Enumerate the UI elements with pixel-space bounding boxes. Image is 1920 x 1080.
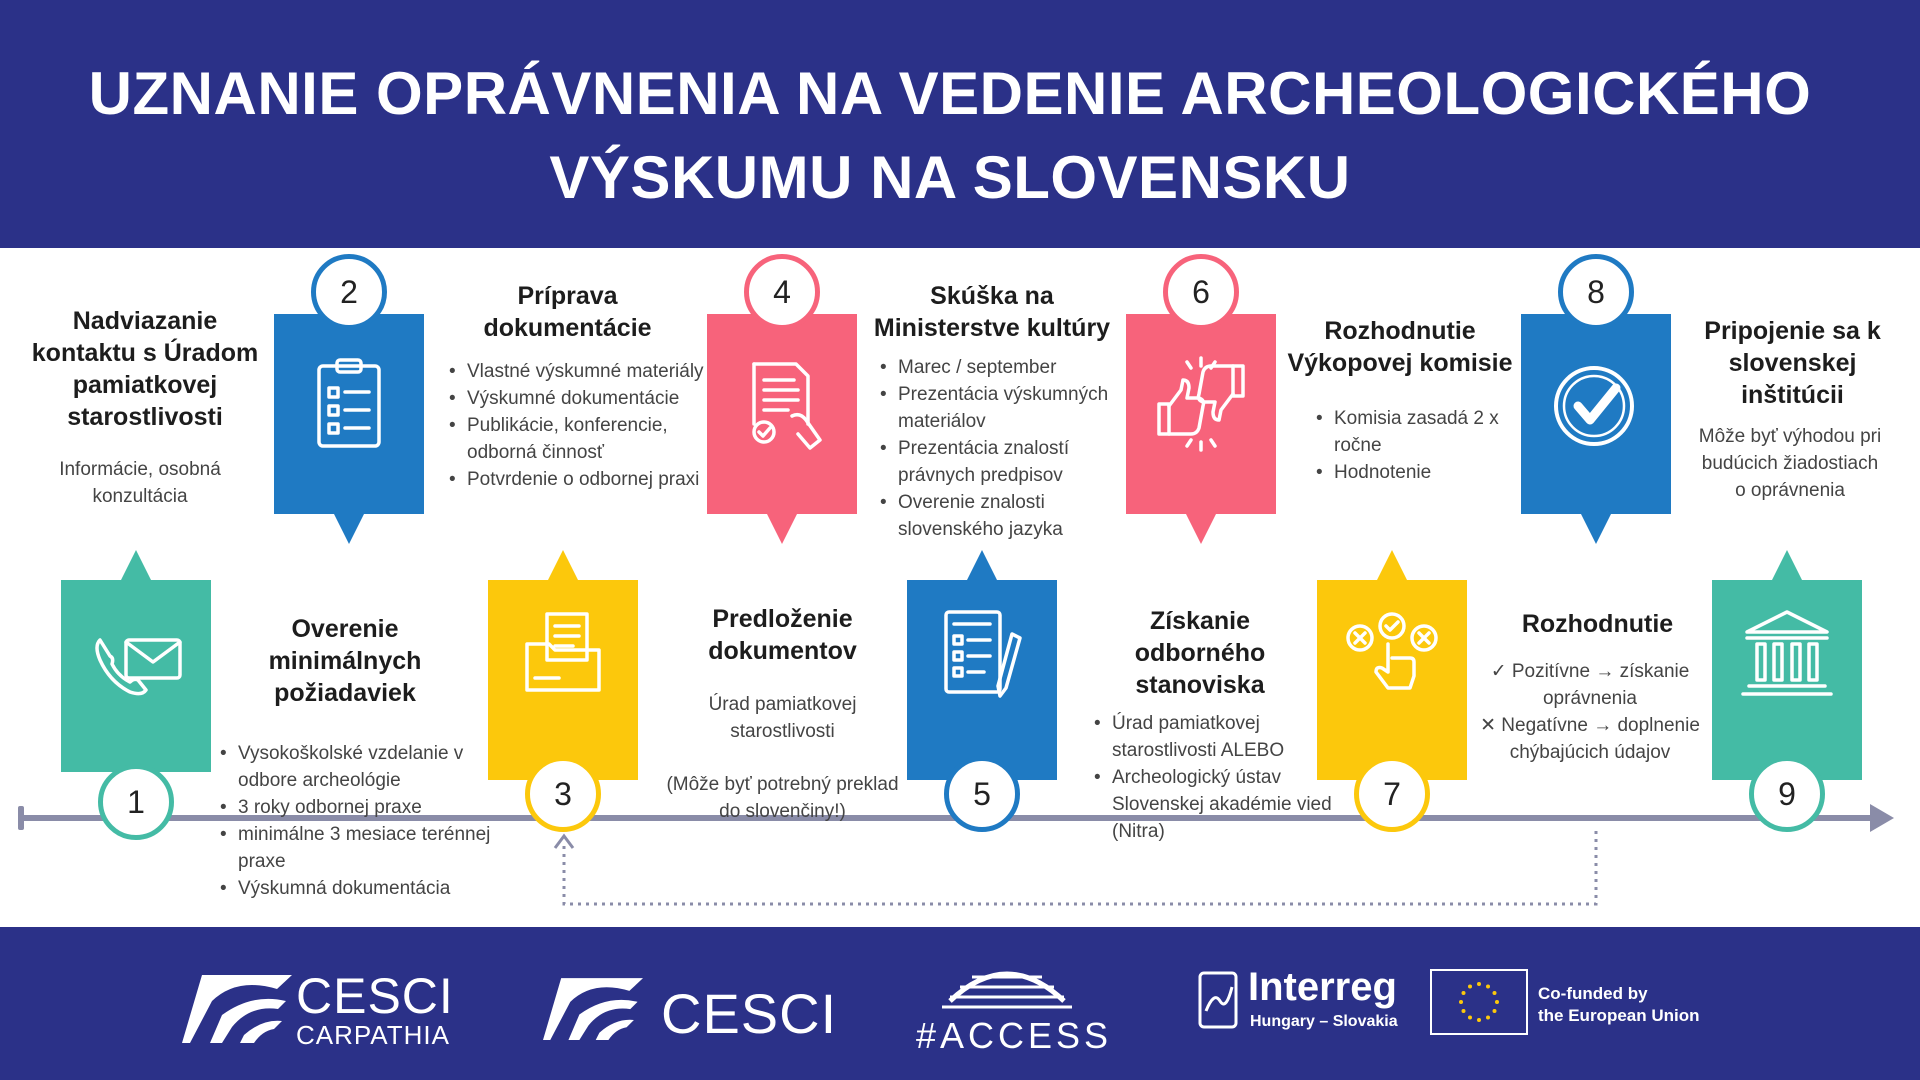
list-item: • Potvrdenie o odbornej praxi <box>445 466 715 493</box>
cesci-carpathia-subtitle: CARPATHIA <box>296 1020 450 1050</box>
access-wordmark: #ACCESS <box>916 1015 1113 1056</box>
list-item: • Overenie znalosti slovenského jazyka <box>876 489 1126 543</box>
cesci-carpathia-wordmark: CESCI <box>296 968 454 1024</box>
phone-mail-icon <box>86 610 186 710</box>
footer-logos <box>0 927 1920 1080</box>
page-title: UZNANIE OPRÁVNENIA NA VEDENIE ARCHEOLOGICKÉHO VÝSKUMU NA SLOVENSKU <box>88 60 1812 211</box>
step-7-list <box>1312 405 1512 486</box>
list-item: • Vlastné výskumné materiály <box>445 358 715 385</box>
eu-cofunded-text <box>1538 983 1738 1027</box>
list-item: • Úrad pamiatkovej starostlivosti ALEBO <box>1090 710 1335 764</box>
step-2-list <box>216 740 496 902</box>
header-banner <box>0 0 1920 248</box>
step-2-number: 2 <box>311 254 387 330</box>
step-6-title: Získanie odborného stanoviska <box>1134 607 1266 699</box>
thumbs-up-down-icon <box>1151 354 1251 454</box>
step-2-shape <box>274 254 424 544</box>
step-3-number: 3 <box>525 756 601 832</box>
step-4-description: Úrad pamiatkovej starostlivosti <box>708 694 857 742</box>
step-9-title: Pripojenie sa k slovenskej inštitúcii <box>1704 317 1881 409</box>
cesci-logo <box>543 975 838 1045</box>
step-9-description: Môže byť výhodou pri budúcich žiadostiach o oprávnenia <box>1698 426 1882 501</box>
step-5-shape <box>907 544 1057 834</box>
clipboard-checklist-icon <box>299 354 399 454</box>
list-item: • Výskumné dokumentácie <box>445 385 715 412</box>
interreg-logo <box>1198 965 1538 1049</box>
step-8-positive: ✓ Pozitívne → získanie oprávnenia <box>1490 661 1690 709</box>
institution-building-icon <box>1737 604 1837 704</box>
step-9-number: 9 <box>1749 756 1825 832</box>
eu-stars-icon <box>1432 971 1526 1033</box>
cesci-carpathia-logo <box>182 968 454 1050</box>
step-1-description: Informácie, osobná konzultácia <box>59 459 221 507</box>
step-9-shape <box>1712 544 1862 834</box>
step-3-shape <box>488 544 638 834</box>
interreg-subtitle: Hungary – Slovakia <box>1250 1013 1398 1030</box>
step-1-shape <box>61 550 211 820</box>
step-7-shape <box>1317 544 1467 834</box>
step-4-shape <box>707 254 857 544</box>
list-item: • Komisia zasadá 2 x ročne <box>1312 405 1512 459</box>
step-5-title: Skúška na Ministerstve kultúry <box>873 282 1111 342</box>
return-loop-arrow <box>550 826 1610 921</box>
eu-flag <box>1430 969 1528 1035</box>
list-item: • Archeologický ústav Slovenskej akadémie vied (Nitra) <box>1090 764 1335 845</box>
list-item: • minimálne 3 mesiace terénnej praxe <box>216 821 496 875</box>
document-hand-icon <box>732 354 832 454</box>
eu-line-1: Co-funded by <box>1538 984 1648 1003</box>
timeline-arrow-head <box>1870 804 1894 832</box>
step-6-number: 6 <box>1163 254 1239 330</box>
interreg-wordmark: Interreg <box>1248 965 1397 1009</box>
list-item: • Marec / september <box>876 354 1126 381</box>
step-4-note: (Môže byť potrebný preklad do slovenčiny!) <box>666 774 899 822</box>
exam-sheet-pencil-icon <box>932 604 1032 704</box>
step-3-title: Príprava dokumentácie <box>483 282 652 342</box>
choice-hand-icon <box>1342 604 1442 704</box>
step-8-shape <box>1521 254 1671 544</box>
cesci-wordmark: CESCI <box>661 982 838 1045</box>
step-8-negative: ✕ Negatívne → doplnenie chýbajúcich údajov <box>1480 715 1700 763</box>
step-7-title: Rozhodnutie Výkopovej komisie <box>1287 317 1513 377</box>
list-item: • Prezentácia znalostí právnych predpisov <box>876 435 1126 489</box>
access-logo <box>912 957 1112 1057</box>
folder-documents-icon <box>513 604 613 704</box>
step-1-title: Nadviazanie kontaktu s Úradom pamiatkovej starostlivosti <box>31 307 259 431</box>
step-5-list <box>876 354 1126 543</box>
step-8-title: Rozhodnutie <box>1521 610 1674 638</box>
step-3-list <box>445 358 715 493</box>
step-6-list <box>1090 710 1335 845</box>
list-item: • Výskumná dokumentácia <box>216 875 496 902</box>
list-item: • 3 roky odbornej praxe <box>216 794 496 821</box>
list-item: • Prezentácia výskumných materiálov <box>876 381 1126 435</box>
list-item: • Publikácie, konferencie, odborná činnosť <box>445 412 715 466</box>
step-5-number: 5 <box>944 756 1020 832</box>
check-circle-icon <box>1546 354 1646 454</box>
eu-line-2: the European Union <box>1538 1006 1700 1025</box>
step-8-number: 8 <box>1558 254 1634 330</box>
step-4-number: 4 <box>744 254 820 330</box>
step-7-number: 7 <box>1354 756 1430 832</box>
process-timeline <box>0 248 1920 927</box>
list-item: • Hodnotenie <box>1312 459 1512 486</box>
step-1-number: 1 <box>98 764 174 840</box>
step-4-title: Predloženie dokumentov <box>708 605 857 665</box>
list-item: • Vysokoškolské vzdelanie v odbore archeológie <box>216 740 496 794</box>
step-6-shape <box>1126 254 1276 544</box>
step-2-title: Overenie minimálnych požiadaviek <box>268 615 422 707</box>
